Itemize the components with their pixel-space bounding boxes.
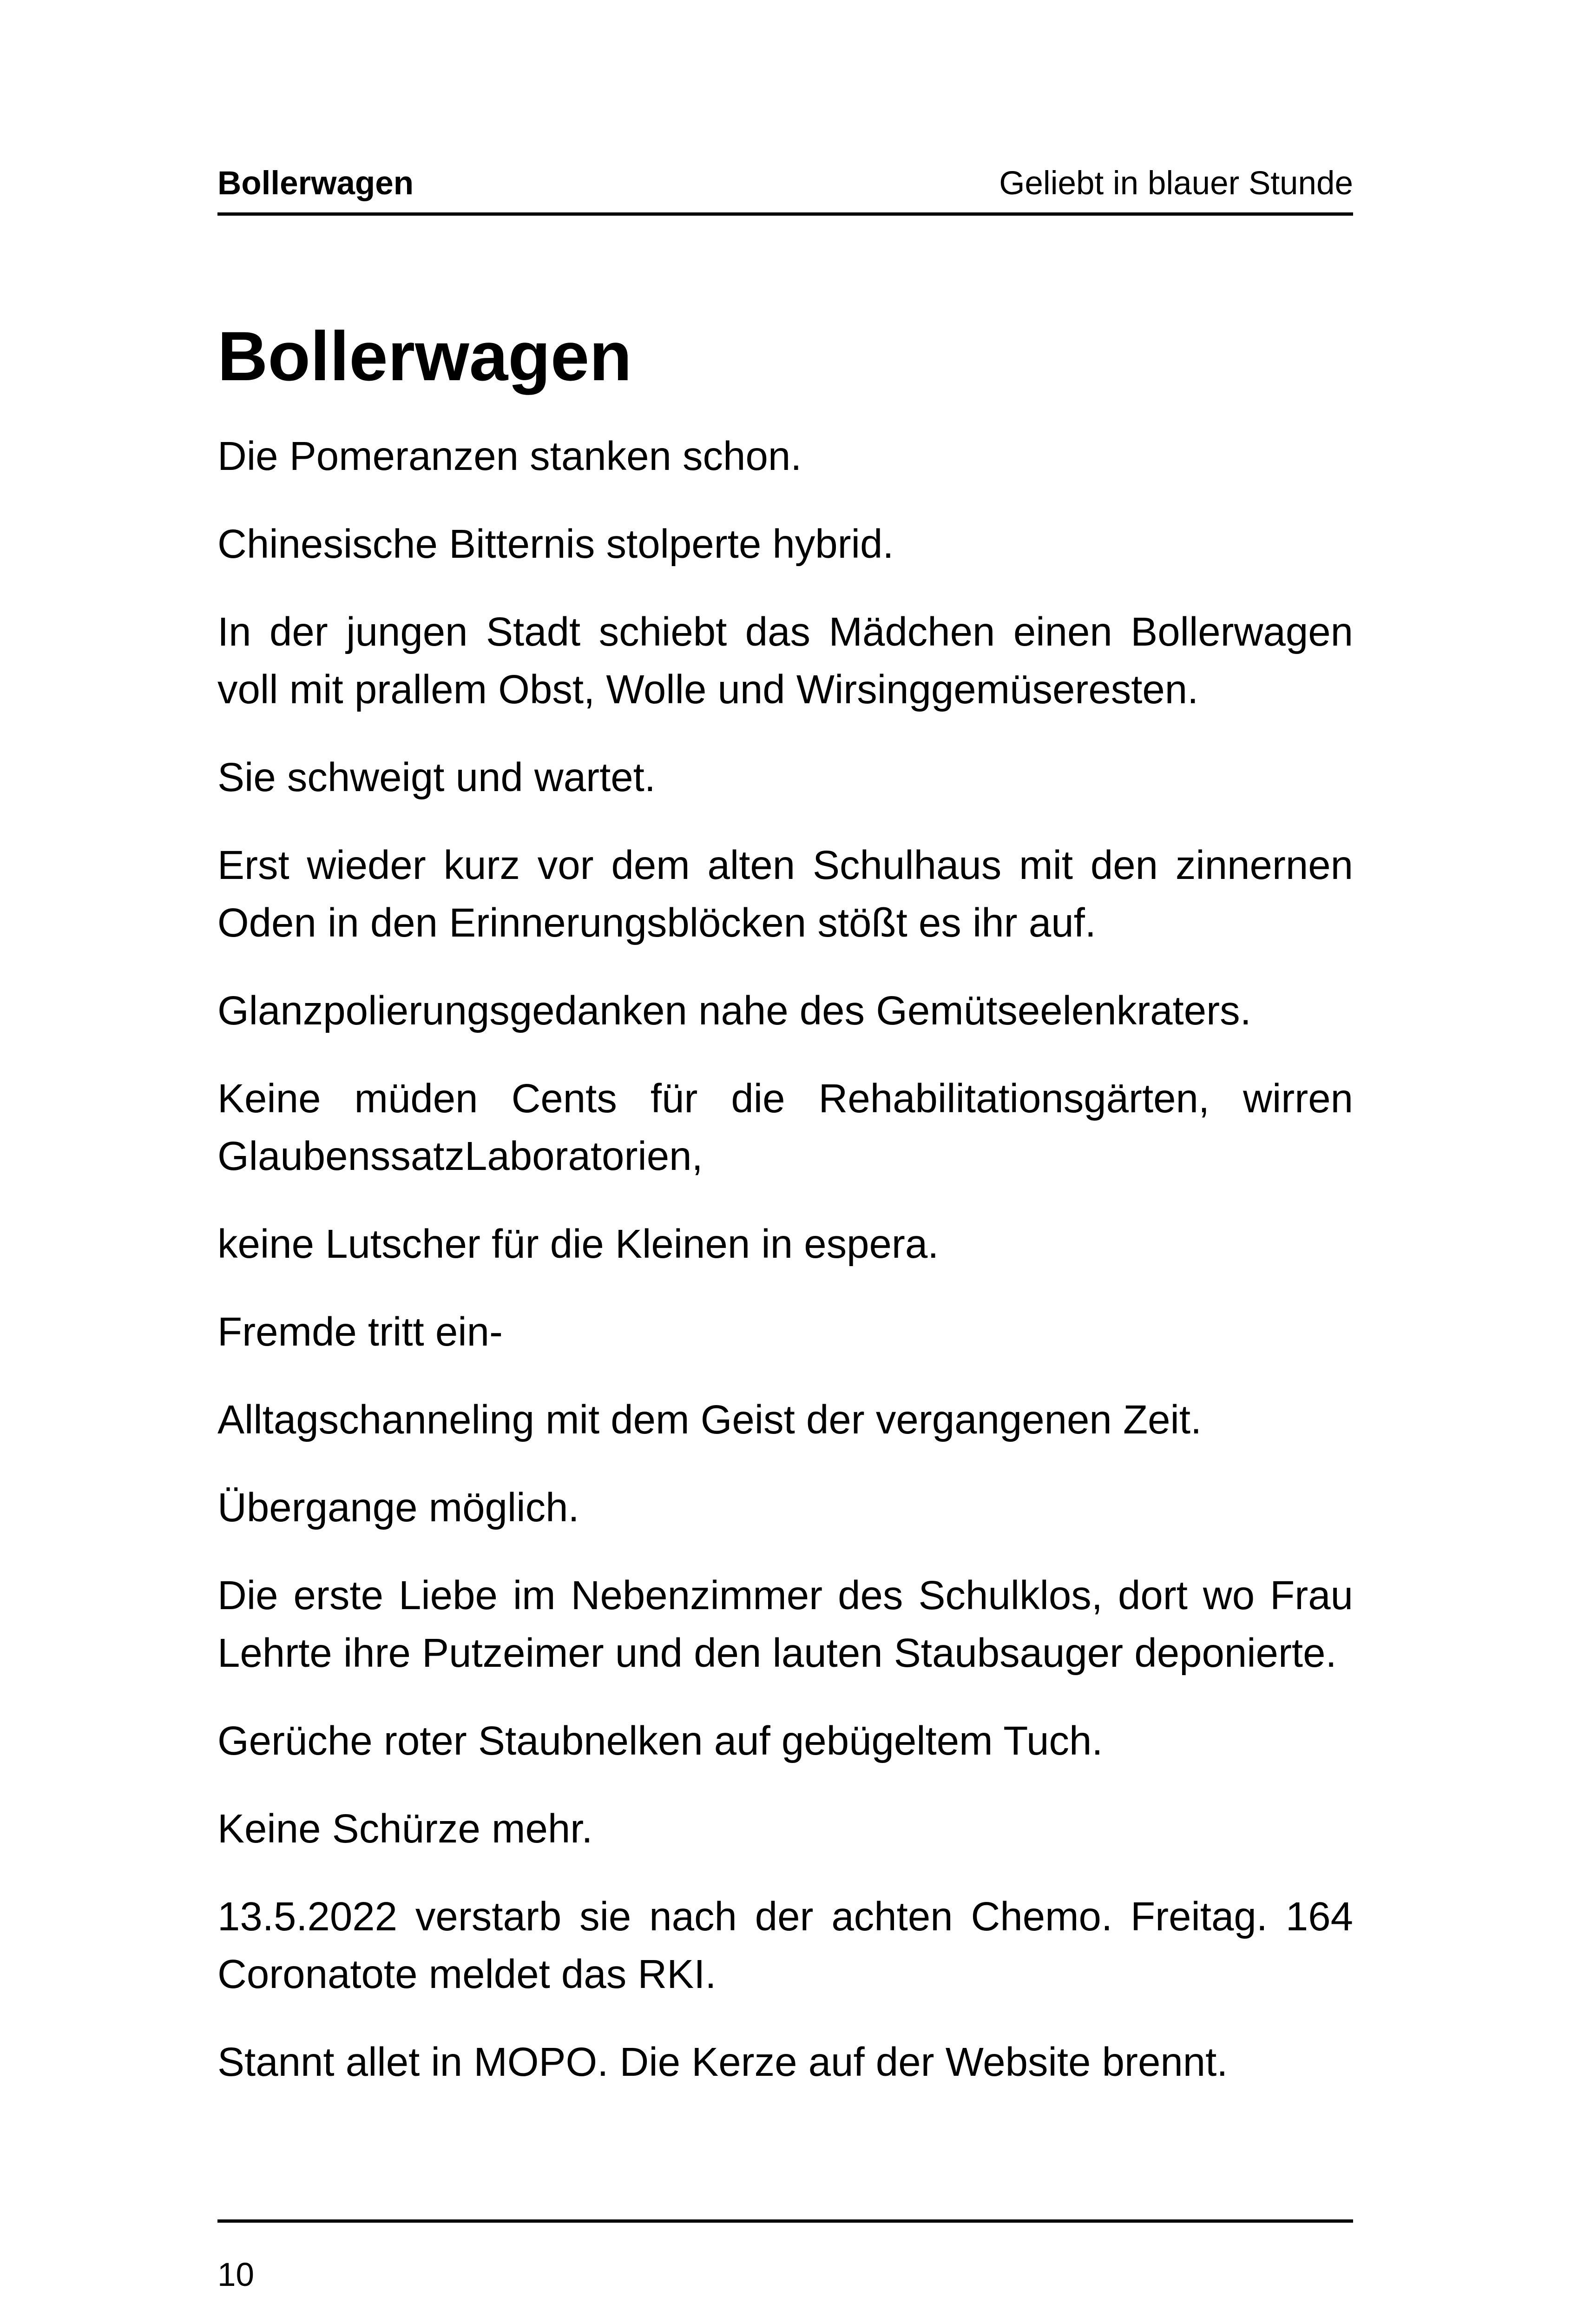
paragraph: In der jungen Stadt schiebt das Mädchen einen Bollerwagen voll mit prallem Obst, Wolle und Wirsinggemüseresten. [217,609,1353,712]
paragraph: Die erste Liebe im Nebenzimmer des Schulklos, dort wo Frau Lehrte ihre Putzeimer und den lauten Staubsauger deponierte. [217,1573,1353,1676]
paragraph: Alltagschanneling mit dem Geist der vergangenen Zeit. [217,1397,1202,1442]
paragraph: Keine Schürze mehr. [217,1806,593,1851]
paragraph: Übergange möglich. [217,1485,579,1530]
paragraph: Glanzpolierungsgedanken nahe des Gemütseelenkraters. [217,988,1251,1033]
footer-divider [217,2219,1353,2223]
paragraph: Fremde tritt ein- [217,1309,503,1354]
paragraph: Die Pomeranzen stanken schon. [217,434,802,479]
page-number: 10 [217,2257,254,2293]
paragraph: Stannt allet in MOPO. Die Kerze auf der Website brennt. [217,2040,1228,2085]
paragraph: Erst wieder kurz vor dem alten Schulhaus mit den zinnernen Oden in den Erinnerungsblöcken stößt es ihr auf. [217,843,1353,945]
poem-body [217,428,1353,2121]
paragraph: 13.5.2022 verstarb sie nach der achten Chemo. Freitag. 164 Coronatote meldet das RKI. [217,1894,1353,1997]
paragraph: Keine müden Cents für die Rehabilitationsgärten, wirren GlaubenssatzLaboratorien, [217,1076,1353,1179]
paragraph: keine Lutscher für die Kleinen in espera. [217,1221,939,1267]
chapter-title: Bollerwagen [217,317,632,395]
header-book-title: Geliebt in blauer Stunde [999,165,1353,202]
paragraph: Gerüche roter Staubnelken auf gebügeltem Tuch. [217,1718,1103,1763]
header-chapter-title: Bollerwagen [217,165,414,202]
running-header [217,158,1353,216]
paragraph: Sie schweigt und wartet. [217,755,656,800]
paragraph: Chinesische Bitternis stolperte hybrid. [217,522,894,567]
